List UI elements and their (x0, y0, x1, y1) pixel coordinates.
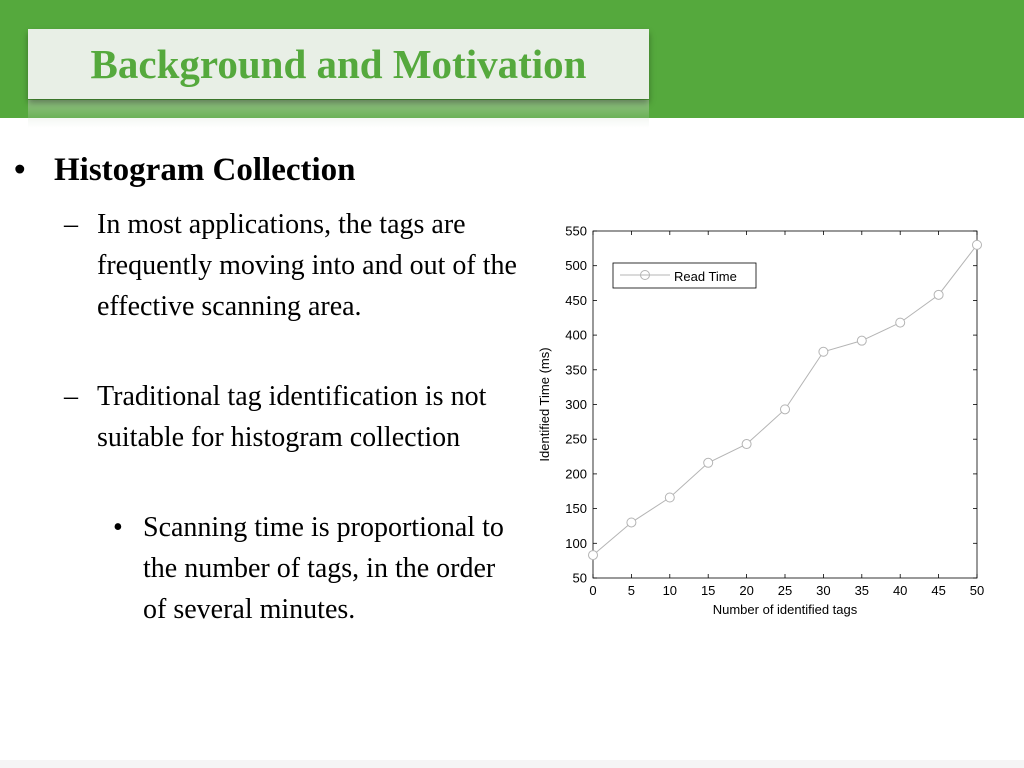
x-tick-label: 30 (816, 583, 831, 598)
x-tick-label: 35 (854, 583, 870, 598)
y-tick-label: 450 (565, 292, 587, 308)
data-point (973, 240, 982, 249)
x-tick-label: 40 (892, 583, 908, 598)
x-tick-label: 25 (777, 583, 793, 598)
data-point (589, 551, 598, 560)
bullet-dot-icon: • (14, 152, 26, 188)
y-tick-label: 250 (565, 431, 587, 447)
data-point (857, 336, 866, 345)
x-tick-label: 10 (662, 583, 678, 598)
data-point (896, 318, 905, 327)
x-tick-label: 45 (931, 583, 946, 598)
y-tick-label: 350 (565, 362, 587, 378)
x-tick-label: 5 (627, 583, 636, 598)
bullet-level2-b-text: Traditional tag identification is not suitable for histogram collection (97, 381, 487, 453)
bullet-level2-a (64, 204, 524, 327)
y-tick-label: 400 (565, 327, 587, 343)
y-tick-label: 200 (565, 466, 587, 482)
bullet-level1-text: Histogram Collection (54, 152, 356, 188)
bullet-level1 (14, 152, 356, 189)
dash-icon: – (64, 381, 78, 412)
legend-label: Read Time (674, 269, 737, 284)
x-axis-label: Number of identified tags (712, 602, 858, 617)
x-tick-label: 15 (700, 583, 716, 598)
footer-line (0, 760, 1024, 768)
bullet-level2-b (64, 376, 524, 458)
y-axis-label: Identified Time (ms) (537, 347, 552, 462)
y-tick-label: 150 (565, 501, 587, 517)
dash-icon: – (64, 209, 78, 240)
bullet-level2-a-text: In most applications, the tags are frequently moving into and out of the effective scanning area. (97, 209, 517, 322)
y-tick-label: 300 (565, 397, 587, 412)
x-tick-label: 20 (739, 583, 754, 598)
chart-legend (613, 263, 756, 288)
bullet-level3 (113, 507, 518, 630)
y-tick-label: 50 (572, 570, 587, 586)
y-tick-label: 500 (565, 258, 587, 274)
y-tick-label: 550 (565, 223, 587, 239)
data-point (704, 458, 713, 467)
data-point (934, 290, 943, 299)
x-tick-label: 0 (589, 583, 597, 598)
data-point (665, 493, 674, 502)
data-point (627, 518, 636, 527)
slide-title: Background and Motivation (90, 41, 587, 87)
series-line-read-time (593, 245, 977, 555)
data-point (742, 440, 751, 449)
bullet-level3-text: Scanning time is proportional to the number of tags, in the order of several minutes. (143, 512, 504, 625)
data-point (819, 347, 828, 356)
x-tick-label: 50 (969, 583, 985, 598)
data-point (781, 405, 790, 414)
bullet-dot-icon: • (113, 512, 123, 543)
read-time-chart (520, 215, 1010, 630)
y-tick-label: 100 (565, 535, 587, 551)
